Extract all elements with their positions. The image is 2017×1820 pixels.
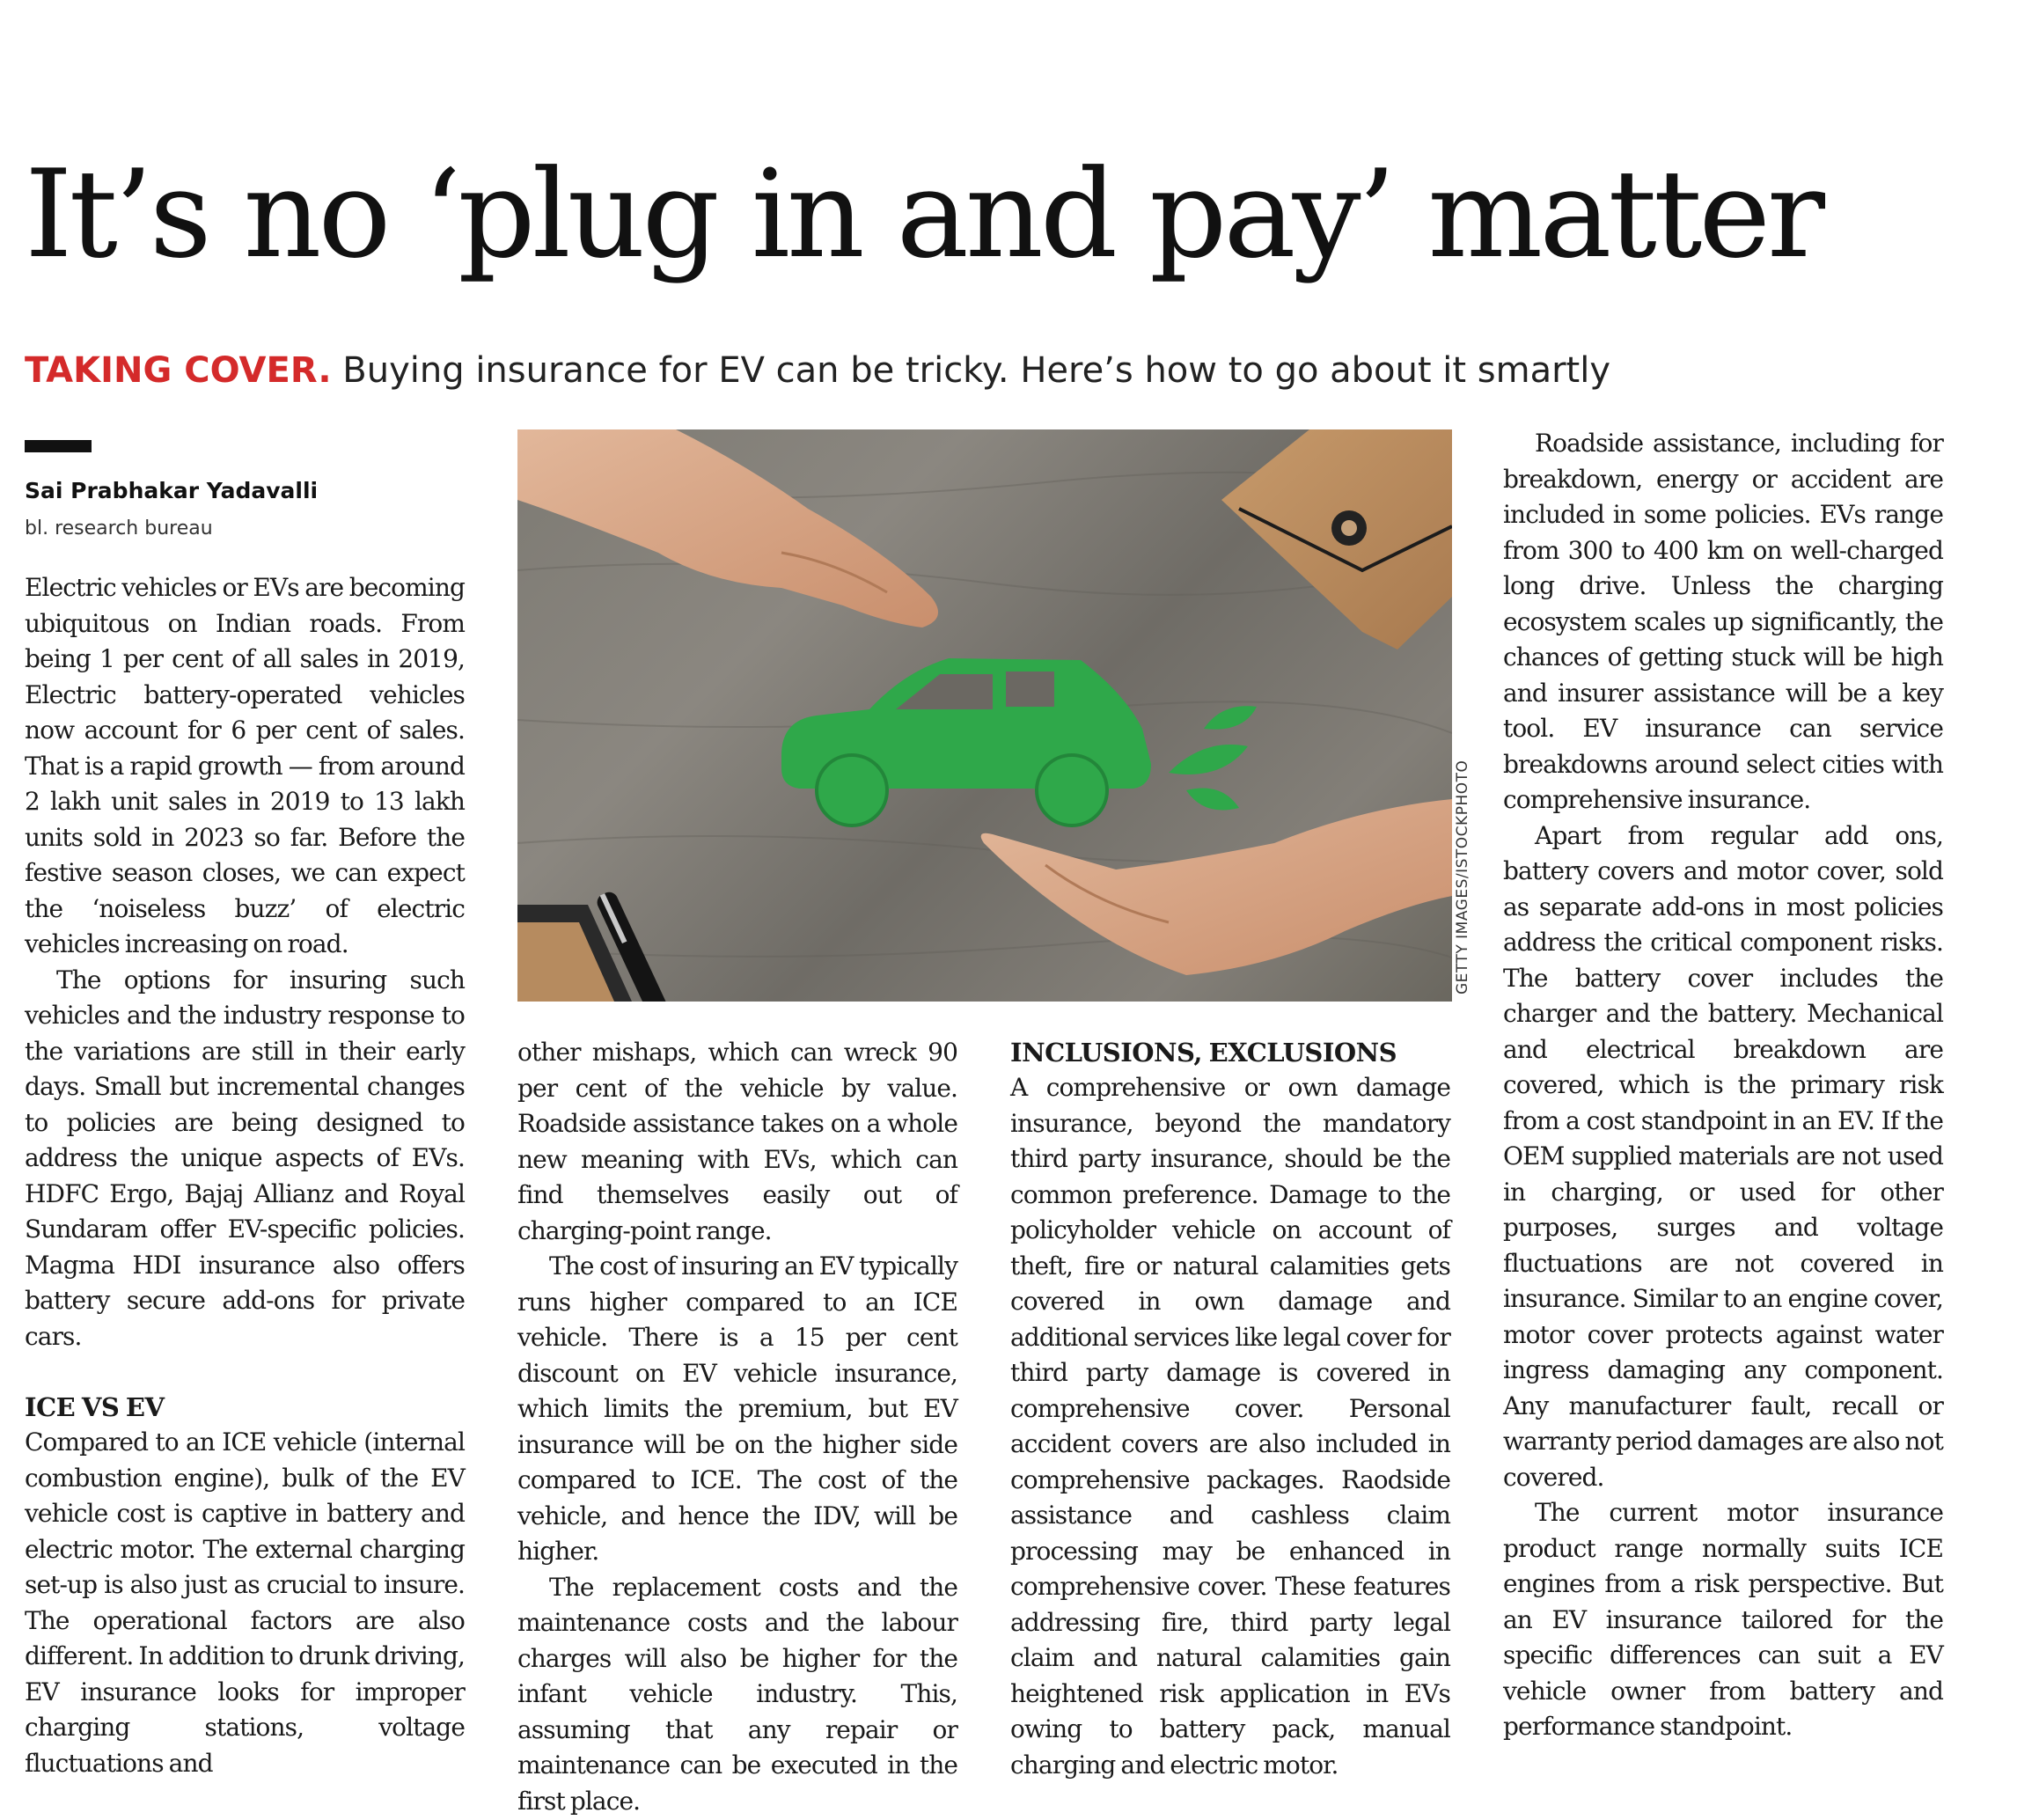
bottom-hand-illustration — [981, 799, 1452, 975]
col1-paragraph-3: Compared to an ICE vehicle (internal combustion engine), bulk of the EV vehicle cost is captive in battery and electric motor. The external charging set-up is also just as crucial to insure. The operational factors are also different. In addition to drunk driving, EV insurance looks for improper charging stations, voltage fluctuations and — [25, 1427, 465, 1778]
green-leaves-illustration — [1169, 706, 1257, 810]
column-1 — [25, 570, 465, 1781]
byline-rule — [25, 440, 92, 452]
article-photo — [517, 429, 1452, 1002]
col2-paragraph-1: other mishaps, which can wreck 90 per cent of the vehicle by value. Roadside assistance takes on a whole new meaning with EVs, which can find themselves easily out of charging-point range. — [517, 1038, 957, 1245]
green-car-illustration — [781, 658, 1151, 826]
col2-paragraph-2: The cost of insuring an EV typically runs higher compared to an ICE vehicle. There is a 15 per cent discount on EV vehicle insurance, which limits the premium, but EV insurance will be on the higher side compared to ICE. The cost of the vehicle, and hence the IDV, will be higher. — [517, 1251, 957, 1566]
headline: It’s no ‘plug in and pay’ matter — [25, 143, 1822, 285]
col3-paragraph-1: A comprehensive or own damage insurance, beyond the mandatory third party insurance, should be the common preference. Damage to the policyholder vehicle on account of theft, fire or natural calamities gets covered in own damage and additional services like legal cover for third party damage is covered in comprehensive cover. Personal accident covers are also included in comprehensive packages. Raodside assistance and cashless claim processing may be enhanced in comprehensive cover. These features addressing fire, third party legal claim and natural calamities gain heightened risk application in EVs owing to battery pack, manual charging and electric motor. — [1010, 1073, 1450, 1780]
deck-text: Buying insurance for EV can be tricky. Here’s how to go about it smartly — [342, 350, 1611, 391]
column-2 — [517, 1035, 957, 1819]
envelope-illustration — [1221, 429, 1452, 649]
byline-name: Sai Prabhakar Yadavalli — [25, 478, 319, 503]
subhead-inclusions-exclusions: INCLUSIONS, EXCLUSIONS — [1010, 1038, 1397, 1068]
col4-paragraph-2: Apart from regular add ons, battery covers and motor cover, sold as separate add-ons in most policies address the critical component risks. The battery cover includes the charger and the battery. Mechanical and electrical breakdown are covered, which is the primary risk from a cost standpoint in an EV. If the OEM supplied materials are not used in charging, or used for other purposes, surges and voltage fluctuations are not covered in insurance. Similar to an engine cover, motor cover protects against water ingress damaging any component. Any manufacturer fault, recall or warranty period damages are also not covered. — [1503, 820, 1943, 1492]
hands-protecting-green-car-image — [517, 429, 1452, 1002]
column-3 — [1010, 1035, 1450, 1783]
deck — [25, 350, 1610, 391]
photo-credit: GETTY IMAGES/ISTOCKPHOTO — [1454, 760, 1471, 994]
col1-paragraph-1: Electric vehicles or EVs are becoming ubiquitous on Indian roads. From being 1 per cent of all sales in 2019, Electric battery-operated vehicles now account for 6 per cent of sales. That is a rapid growth — from around 2 lakh unit sales in 2019 to 13 lakh units sold in 2023 so far. Before the festive season closes, we can expect the ‘noiseless buzz’ of electric vehicles increasing on road. — [25, 573, 465, 958]
byline-org: bl. research bureau — [25, 517, 213, 539]
deck-kicker: TAKING COVER. — [25, 350, 332, 391]
col4-paragraph-3: The current motor insurance product range normally suits ICE engines from a risk perspective. But an EV insurance tailored for the specific differences can suit a EV vehicle owner from battery and performance standpoint. — [1503, 1498, 1943, 1741]
subhead-ice-vs-ev: ICE VS EV — [25, 1392, 165, 1422]
col1-paragraph-2: The options for insuring such vehicles and the industry response to the variations are still in their early days. Small but incremental changes to policies are being designed to address the unique aspects of EVs. HDFC Ergo, Bajaj Allianz and Royal Sundaram offer EV-specific policies. Magma HDI insurance also offers battery secure add-ons for private cars. — [25, 965, 465, 1351]
col4-paragraph-1: Roadside assistance, including for breakdown, energy or accident are included in some policies. EVs range from 300 to 400 km on well-charged long drive. Unless the charging ecosystem scales up significantly, the chances of getting stuck will be high and insurer assistance will be a key tool. EV insurance can service breakdowns around select cities with comprehensive insurance. — [1503, 429, 1943, 814]
col2-paragraph-3: The replacement costs and the maintenance costs and the labour charges will also be higher for the infant vehicle industry. This, assuming that any repair or maintenance can be executed in the first place. — [517, 1572, 957, 1816]
top-hand-illustration — [517, 429, 938, 627]
column-4 — [1503, 426, 1943, 1745]
